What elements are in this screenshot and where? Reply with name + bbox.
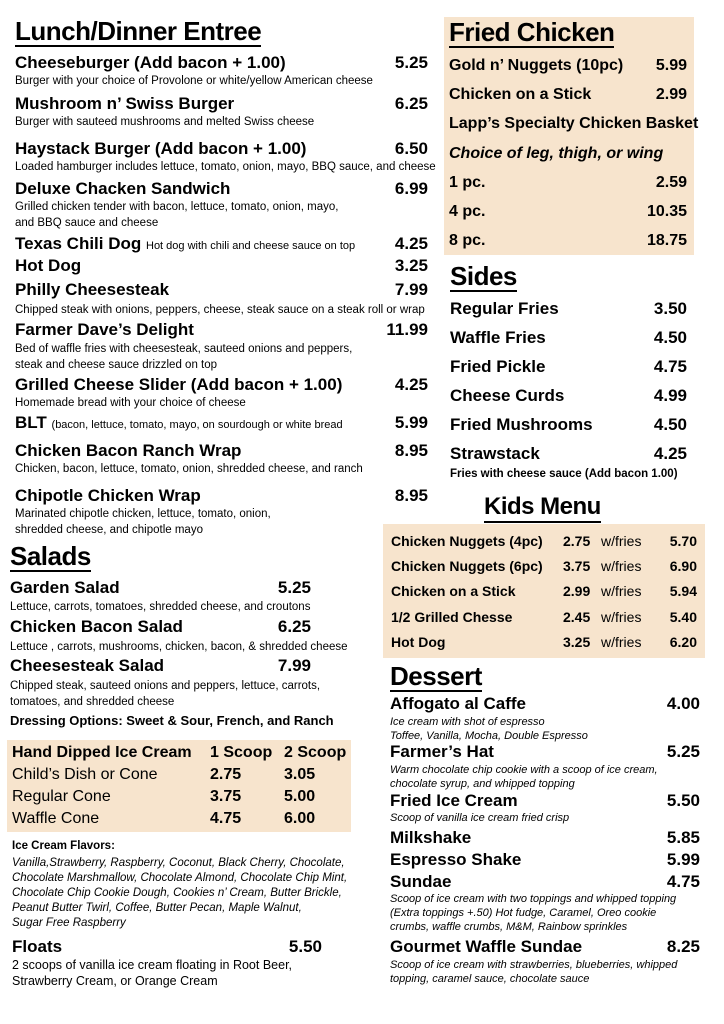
menu-item-desc: crumbs, waffle crumbs, M&M, Rainbow sprinkles: [390, 921, 628, 933]
menu-item-desc: Loaded hamburger includes lettuce, tomato, onion, mayo, BBQ sauce, and cheese: [15, 161, 436, 173]
ice-cream-header-1scoop: 1 Scoop: [210, 744, 273, 761]
menu-item-name: Cheesesteak Salad: [10, 656, 165, 675]
menu-item-name: Farmer Dave’s Delight: [15, 320, 194, 339]
ice-cream-row-1scoop: 4.75: [210, 810, 242, 827]
kids-wf-label: w/fries: [601, 609, 642, 625]
menu-item-price: 8.95: [394, 486, 428, 505]
menu-item-price: 4.50: [653, 328, 687, 347]
menu-item-desc: Grilled chicken tender with bacon, lettuce, tomato, onion, mayo,: [15, 201, 339, 213]
menu-item-price: 4.75: [653, 357, 687, 376]
menu-item-name: Haystack Burger (Add bacon + 1.00): [15, 139, 307, 158]
kids-item-name: Chicken on a Stick: [391, 583, 516, 599]
menu-item-inline-desc: (bacon, lettuce, tomato, mayo, on sourdough or white bread: [51, 419, 343, 431]
menu-item-price: 5.85: [666, 828, 700, 847]
menu-item-name: Cheeseburger (Add bacon + 1.00): [15, 53, 286, 72]
menu-item-name: Garden Salad: [10, 578, 120, 597]
menu-item-name: Grilled Cheese Slider (Add bacon + 1.00): [15, 375, 343, 394]
ice-cream-row-label: Regular Cone: [12, 788, 111, 805]
menu-item-price: 5.99: [655, 57, 687, 74]
menu-item-desc: Chipped steak with onions, peppers, cheese, steak sauce on a steak roll or wrap: [15, 304, 425, 316]
flavors-line: Vanilla,Strawberry, Raspberry, Coconut, Black Cherry, Chocolate,: [12, 857, 345, 869]
menu-item-desc: Lettuce , carrots, mushrooms, chicken, bacon, & shredded cheese: [10, 641, 348, 653]
menu-item-name: [15, 234, 355, 256]
ice-cream-row-2scoop: 3.05: [284, 766, 316, 783]
ice-cream-box: [7, 740, 351, 832]
menu-item-title: Texas Chili Dog: [15, 234, 142, 253]
flavors-title: Ice Cream Flavors:: [12, 840, 115, 852]
menu-item-name: Affogato al Caffe: [390, 694, 526, 713]
menu-item-name: [15, 413, 343, 435]
menu-item-price: 5.25: [394, 53, 428, 72]
ice-cream-row-2scoop: 5.00: [284, 788, 316, 805]
menu-item-name: Fried Mushrooms: [450, 415, 593, 434]
menu-item-name: Regular Fries: [450, 299, 559, 318]
menu-item-name: Sundae: [390, 872, 452, 891]
menu-item-title: BLT: [15, 413, 47, 432]
ice-cream-row-1scoop: 3.75: [210, 788, 242, 805]
kids-wf-price: 5.70: [669, 533, 697, 549]
fried-chicken-title: Fried Chicken: [449, 17, 615, 47]
menu-item-price: 7.99: [277, 656, 311, 675]
menu-item-price: 4.25: [653, 444, 687, 463]
menu-item-name: Chipotle Chicken Wrap: [15, 486, 201, 505]
kids-item-price: 2.75: [563, 533, 591, 549]
menu-item-name: Espresso Shake: [390, 850, 522, 869]
menu-item-price: 4.75: [666, 872, 700, 891]
kids-item-name: 1/2 Grilled Chesse: [391, 609, 513, 625]
menu-item-name: Hot Dog: [15, 256, 82, 275]
kids-wf-label: w/fries: [601, 533, 642, 549]
menu-item-name: Cheese Curds: [450, 386, 565, 405]
menu-item-name: Chicken Bacon Salad: [10, 617, 183, 636]
menu-item-name: Gold n’ Nuggets (10pc): [449, 57, 624, 74]
menu-item-price: 5.50: [288, 937, 322, 956]
kids-item-name: Hot Dog: [391, 634, 446, 650]
menu-item-name: Milkshake: [390, 828, 472, 847]
menu-item-name: Floats: [12, 937, 63, 956]
menu-item-price: 3.50: [653, 299, 687, 318]
kids-item-price: 2.45: [563, 609, 591, 625]
menu-item-price: 4.25: [394, 375, 428, 394]
menu-item-name: Strawstack: [450, 444, 540, 463]
flavors-line: Chocolate Chip Cookie Dough, Cookies n’ Cream, Butter Brickle,: [12, 887, 342, 899]
menu-item-price: 2.59: [655, 174, 687, 191]
menu-item-name: Chicken Bacon Ranch Wrap: [15, 441, 242, 460]
menu-item-inline-desc: Hot dog with chili and cheese sauce on top: [146, 240, 356, 252]
kids-item-price: 2.99: [563, 583, 591, 599]
sides-title: Sides: [450, 261, 517, 291]
menu-item-desc: Scoop of vanilla ice cream fried crisp: [390, 812, 570, 824]
menu-item-price: 4.99: [653, 386, 687, 405]
menu-item-price: 4.00: [666, 694, 700, 713]
kids-wf-label: w/fries: [601, 634, 642, 650]
menu-item-desc: Burger with sauteed mushrooms and melted Swiss cheese: [15, 116, 315, 128]
ice-cream-header: Hand Dipped Ice Cream: [12, 744, 192, 761]
menu-item-desc: Scoop of ice cream with strawberries, blueberries, whipped: [390, 959, 678, 971]
kids-menu-box: [383, 524, 705, 658]
menu-item-desc: Marinated chipotle chicken, lettuce, tomato, onion,: [15, 508, 271, 520]
menu-item-name: Chicken on a Stick: [449, 86, 592, 103]
menu-item-desc: steak and cheese sauce drizzled on top: [15, 359, 218, 371]
menu-item-name: Mushroom n’ Swiss Burger: [15, 94, 235, 113]
dressing-options: Dressing Options: Sweet & Sour, French, and Ranch: [10, 713, 334, 728]
menu-item-name: Farmer’s Hat: [390, 742, 494, 761]
menu-item-price: 5.25: [666, 742, 700, 761]
menu-item-desc: Bed of waffle fries with cheesesteak, sauteed onions and peppers,: [15, 343, 353, 355]
menu-item-desc: Strawberry Cream, or Orange Cream: [12, 974, 218, 988]
sides-note: Fries with cheese sauce (Add bacon 1.00): [450, 468, 678, 480]
menu-item-price: 4.50: [653, 415, 687, 434]
kids-item-price: 3.75: [563, 558, 591, 574]
menu-item-desc: 2 scoops of vanilla ice cream floating in Root Beer,: [12, 958, 293, 972]
menu-item-price: 7.99: [394, 280, 428, 299]
ice-cream-row-2scoop: 6.00: [284, 810, 316, 827]
salads-title: Salads: [10, 541, 91, 571]
menu-item-name: Deluxe Chacken Sandwich: [15, 179, 231, 198]
kids-wf-price: 6.20: [669, 634, 697, 650]
flavors-line: Chocolate Marshmallow, Chocolate Almond, Chocolate Chip Mint,: [12, 872, 348, 884]
menu-item-price: 4.25: [394, 234, 428, 253]
menu-item-price: 3.25: [394, 256, 428, 275]
menu-item-name: Lapp’s Specialty Chicken Basket: [449, 115, 699, 132]
kids-title: Kids Menu: [484, 494, 601, 523]
menu-item-desc: and BBQ sauce and cheese: [15, 217, 159, 229]
menu-item-desc: Toffee, Vanilla, Mocha, Double Espresso: [390, 730, 588, 742]
menu-item-name: 1 pc.: [449, 174, 486, 191]
flavors-line: Peanut Butter Twirl, Coffee, Butter Pecan, Maple Walnut,: [12, 902, 302, 914]
menu-item-price: 2.99: [655, 86, 687, 103]
menu-item-price: 5.25: [277, 578, 311, 597]
menu-item-desc: Burger with your choice of Provolone or white/yellow American cheese: [15, 75, 373, 87]
kids-wf-price: 5.94: [669, 583, 697, 599]
menu-item-price: 11.99: [386, 320, 428, 339]
menu-item-name: 4 pc.: [449, 203, 486, 220]
menu-item-desc: (Extra toppings +.50) Hot fudge, Caramel, Oreo cookie: [390, 907, 657, 919]
ice-cream-row-1scoop: 2.75: [210, 766, 242, 783]
menu-item-name: Waffle Fries: [450, 328, 546, 347]
menu-item-price: 6.25: [394, 94, 428, 113]
ice-cream-row-label: Child’s Dish or Cone: [12, 766, 158, 783]
kids-wf-price: 6.90: [669, 558, 697, 574]
ice-cream-row-label: Waffle Cone: [12, 810, 100, 827]
menu-item-price: 5.99: [666, 850, 700, 869]
ice-cream-header-2scoop: 2 Scoop: [284, 744, 347, 761]
menu-item-price: 6.25: [277, 617, 311, 636]
kids-item-price: 3.25: [563, 634, 591, 650]
menu-item-desc: tomatoes, and shredded cheese: [10, 696, 175, 708]
menu-item-desc: Warm chocolate chip cookie with a scoop of ice cream,: [390, 764, 658, 776]
kids-wf-label: w/fries: [601, 558, 642, 574]
dessert-title: Dessert: [390, 661, 482, 691]
menu-item-price: 8.25: [666, 937, 700, 956]
menu-item-name: Gourmet Waffle Sundae: [390, 937, 583, 956]
menu-item-desc: chocolate syrup, and whipped topping: [390, 778, 575, 790]
menu-item-desc: Chicken, bacon, lettuce, tomato, onion, shredded cheese, and ranch: [15, 463, 363, 475]
menu-item-desc: Chipped steak, sauteed onions and peppers, lettuce, carrots,: [10, 680, 321, 692]
kids-item-name: Chicken Nuggets (6pc): [391, 558, 543, 574]
menu-item-price: 5.50: [666, 791, 700, 810]
menu-item-price: 6.50: [394, 139, 428, 158]
menu-item-desc: Homemade bread with your choice of cheese: [15, 397, 246, 409]
menu-item-price: 6.99: [394, 179, 428, 198]
menu-item-desc: Scoop of ice cream with two toppings and whipped topping: [390, 893, 677, 905]
kids-wf-price: 5.40: [669, 609, 697, 625]
fried-chicken-box: [444, 17, 699, 255]
menu-item-price: 8.95: [394, 441, 428, 460]
menu-item-name: Fried Pickle: [450, 357, 546, 376]
menu-item-note: Choice of leg, thigh, or wing: [449, 145, 664, 162]
menu-item-name: 8 pc.: [449, 232, 486, 249]
menu-item-desc: Lettuce, carrots, tomatoes, shredded cheese, and croutons: [10, 601, 311, 613]
flavors-line: Sugar Free Raspberry: [12, 917, 126, 929]
kids-item-name: Chicken Nuggets (4pc): [391, 533, 543, 549]
menu-item-desc: topping, caramel sauce, chocolate sauce: [390, 973, 590, 985]
menu-item-name: Philly Cheesesteak: [15, 280, 170, 299]
menu-item-name: Fried Ice Cream: [390, 791, 518, 810]
menu-item-price: 5.99: [394, 413, 428, 432]
kids-wf-label: w/fries: [601, 583, 642, 599]
menu-item-desc: shredded cheese, and chipotle mayo: [15, 524, 203, 536]
menu-item-desc: Ice cream with shot of espresso: [390, 716, 545, 728]
menu-item-price: 18.75: [646, 232, 687, 249]
menu-item-price: 10.35: [646, 203, 687, 220]
lunch-title: Lunch/Dinner Entree: [15, 16, 262, 46]
